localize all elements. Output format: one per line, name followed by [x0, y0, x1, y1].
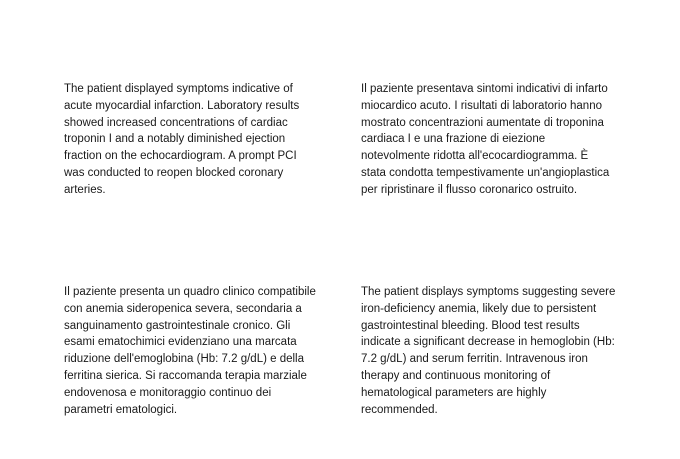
- text-line: mostrato concentrazioni aumentate di troponina: [361, 116, 604, 129]
- paragraph-italian-anemia-sideropenica: [64, 284, 329, 418]
- text-line: per ripristinare il flusso coronarico ostruito.: [361, 183, 578, 196]
- text-line: gastrointestinal bleeding. Blood test results: [361, 319, 580, 332]
- text-line: stata condotta tempestivamente un'angioplastica: [361, 166, 610, 179]
- text-line: iron-deficiency anemia, likely due to persistent: [361, 302, 597, 315]
- text-line: was conducted to reopen blocked coronary: [64, 166, 284, 179]
- paragraph-italian-infarto-miocardico: [361, 81, 626, 199]
- text-line: fraction on the echocardiogram. A prompt PCI: [64, 150, 297, 163]
- text-line: arteries.: [64, 183, 106, 196]
- text-line: sanguinamento gastrointestinale cronico. Gli: [64, 319, 291, 332]
- text-line: Il paziente presenta un quadro clinico compatibile: [64, 286, 316, 298]
- text-line: Il paziente presentava sintomi indicativi di infarto: [361, 83, 608, 95]
- text-line: cardiaca I e una frazione di eiezione: [361, 133, 546, 146]
- text-line: endovenosa e monitoraggio continuo dei: [64, 386, 272, 399]
- text-line: con anemia sideropenica severa, secondaria a: [64, 302, 302, 315]
- text-line: parametri ematologici.: [64, 403, 178, 416]
- text-line: notevolmente ridotta all'ecocardiogramma. È: [361, 150, 589, 163]
- text-line: indicate a significant decrease in hemoglobin (Hb:: [361, 336, 615, 349]
- text-line: showed increased concentrations of cardiac: [64, 116, 288, 129]
- text-line: esami ematochimici evidenziano una marcata: [64, 336, 297, 349]
- text-line: recommended.: [361, 403, 438, 416]
- text-line: The patient displays symptoms suggesting severe: [361, 286, 616, 298]
- paragraph-english-iron-deficiency-anemia: [361, 284, 626, 418]
- text-line: riduzione dell'emoglobina (Hb: 7.2 g/dL) e della: [64, 353, 305, 366]
- text-line: acute myocardial infarction. Laboratory results: [64, 99, 300, 112]
- text-line: The patient displayed symptoms indicative of: [64, 83, 293, 95]
- text-line: hematological parameters are highly: [361, 386, 547, 399]
- text-line: ferritina sierica. Si raccomanda terapia marziale: [64, 369, 307, 382]
- text-line: troponin I and a notably diminished ejection: [64, 133, 286, 146]
- text-line: therapy and continuous monitoring of: [361, 369, 551, 382]
- text-line: miocardico acuto. I risultati di laboratorio hanno: [361, 99, 602, 112]
- text-line: 7.2 g/dL) and serum ferritin. Intravenous iron: [361, 353, 588, 366]
- paragraph-english-myocardial-infarction: [64, 81, 329, 199]
